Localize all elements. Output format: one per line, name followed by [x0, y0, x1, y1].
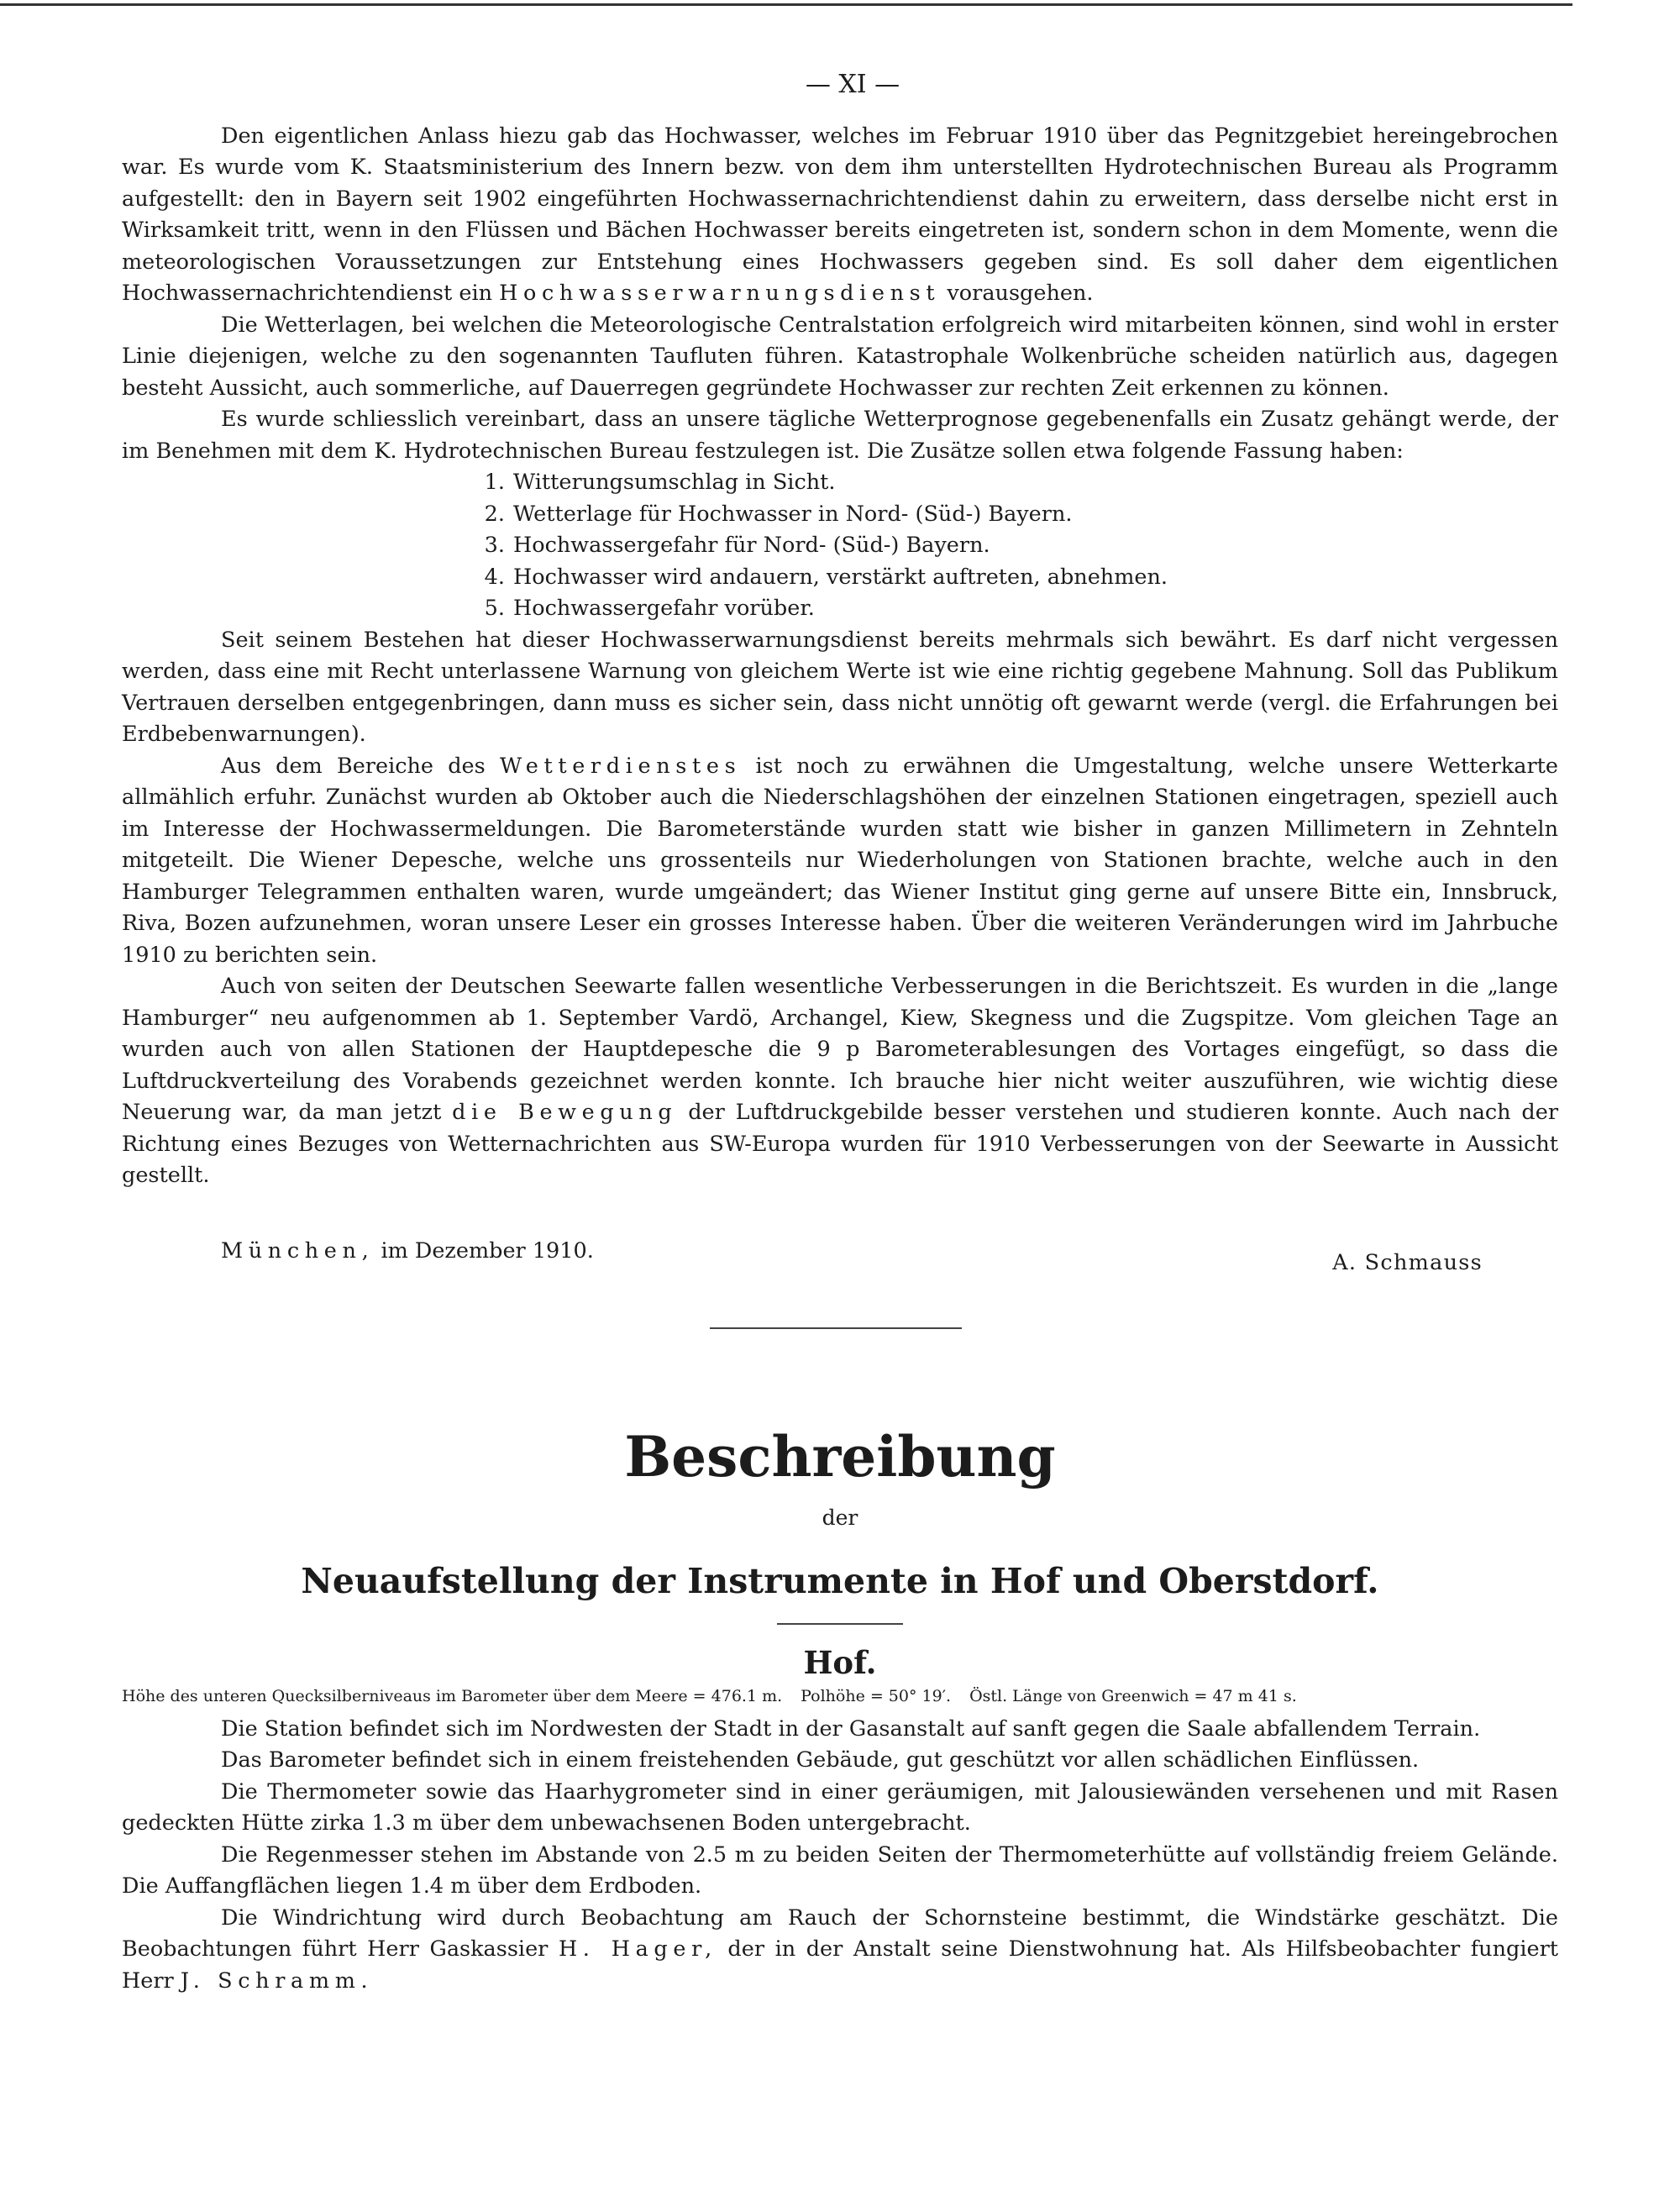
signature-row — [122, 1236, 1558, 1279]
list-item — [475, 530, 1558, 562]
paragraph-seewarte-start: Auch von seiten der Deutschen Seewarte fallen wesentliche Verbesserungen in die Berichtszeit. Es wurden in die „lange Hamburger“ neu aufgenommen ab 1. September Vardö, Archangel, Kiew, Skegness und die Zugspitze. Vom gleichen Tage an wurden auch von allen Stationen der Hauptdepesche die 9 p Barometerablesungen des Vortages eingefügt, so dass die Luftdruckverteilung des Vorabends gezeichnet werden konnte. Ich brauche hier nicht weiter auszuführen, wie wichtig diese Neuerung war, da man jetzt — [122, 974, 1558, 1125]
signature-place-date — [221, 1236, 594, 1279]
paragraph-regenmesser: Die Regenmesser stehen im Abstande von 2.5 m zu beiden Seiten der Thermometerhütte auf vollständig freiem Gelände. Die Auffangflächen liegen 1.4 m über dem Erdboden. — [122, 1842, 1558, 1899]
paragraph-thermometer: Die Thermometer sowie das Haarhygrometer sind in einer geräumigen, mit Jalousiewänden versehenen und mit Rasen gedeckten Hütte zirka 1.3 m über dem unbewachsenen Boden untergebracht. — [122, 1779, 1558, 1836]
signature-place: München, — [221, 1237, 375, 1264]
meta-height: Höhe des unteren Quecksilberniveaus im Barometer über dem Meere = 476.1 m. — [122, 1686, 783, 1705]
spaced-term-warnungsdienst: Hochwasserwarnungsdienst — [499, 281, 941, 306]
paragraph-barometer: Das Barometer befindet sich in einem freistehenden Gebäude, gut geschützt vor allen schädlichen Einflüssen. — [221, 1747, 1420, 1773]
list-item — [475, 499, 1558, 531]
observer-name-hager: H. Hager, — [558, 1936, 717, 1962]
paragraph-anlass — [122, 121, 1558, 310]
paragraph-windrichtung-mid: der in der Anstalt seine Dienstwohnung hat. Als Hilfsbeobachter fungiert Herr — [122, 1936, 1559, 1994]
top-border-rule — [0, 3, 1572, 6]
page-number: — XI — — [805, 70, 900, 99]
list-item-number: 5. — [484, 596, 505, 621]
list-item-number: 1. — [484, 470, 505, 495]
document-page — [122, 69, 1558, 1997]
section-title-hof: Hof. — [803, 1643, 877, 1681]
paragraph-wetterdienst-start: Aus dem Bereiche des — [221, 753, 486, 779]
observer-name-schramm: J. Schramm. — [180, 1968, 374, 1994]
list-item — [475, 467, 1558, 499]
paragraph-anlass-text: Den eigentlichen Anlass hiezu gab das Hochwasser, welches im Februar 1910 über das Pegnitzgebiet hereingebrochen war. Es wurde vom K. Staatsministerium des Innern bezw. von dem ihm unterstellten Hydrotechnischen Bureau als Programm aufgestellt: den in Bayern seit 1902 eingeführten Hochwassernachrichtendienst dahin zu erweitern, dass derselbe nicht erst in Wirksamkeit tritt, wenn in den Flüssen und Bächen Hochwasser bereits eingetreten ist, sondern schon in dem Momente, wenn die meteorologischen Voraussetzungen zur Entstehung eines Hochwassers gegeben sind. Es soll daher dem eigentlichen Hochwassernachrichtendienst ein — [122, 123, 1558, 306]
heading-der: der — [822, 1505, 858, 1530]
list-item-text: Wetterlage für Hochwasser in Nord- (Süd-) Bayern. — [513, 501, 1073, 527]
paragraph-windrichtung-start: Die Windrichtung wird durch Beobachtung am Rauch der Schornsteine bestimmt, die Windstärke geschätzt. Die Beobachtungen führt Herr Gaskassier — [122, 1905, 1558, 1962]
heading-beschreibung: Beschreibung — [624, 1424, 1056, 1490]
paragraph-seewarte — [122, 971, 1558, 1192]
list-item-text: Hochwasser wird andauern, verstärkt auftreten, abnehmen. — [513, 564, 1168, 590]
subheading-neuaufstellung: Neuaufstellung der Instrumente in Hof und Oberstdorf. — [301, 1560, 1379, 1601]
paragraph-anlass-end: vorausgehen. — [947, 281, 1094, 306]
list-item-text: Hochwassergefahr für Nord- (Süd-) Bayern. — [513, 533, 990, 558]
hof-section — [122, 1714, 1558, 1998]
spaced-term-wetterdienstes: Wetterdienstes — [499, 753, 742, 779]
paragraph-wetterdienst-rest: ist noch zu erwähnen die Umgestaltung, welche unsere Wetterkarte allmählich erfuhr. Zunächst wurden ab Oktober auch die Niederschlagshöhen der einzelnen Stationen eingetragen, speziell auch im Interesse der Hochwassermeldungen. Die Barometerstände wurden statt wie bisher in ganzen Millimetern in Zehnteln mitgeteilt. Die Wiener Depesche, welche uns grossenteils nur Wiederholungen von Stationen brachte, welche auch in den Hamburger Telegrammen enthalten waren, wurde umgeändert; das Wiener Institut ging gerne auf unsere Bitte ein, Innsbruck, Riva, Bozen aufzunehmen, woran unsere Leser ein grosses Interesse haben. Über die weiteren Veränderungen wird im Jahrbuche 1910 zu berichten sein. — [122, 753, 1558, 968]
subheading-divider — [777, 1623, 903, 1625]
list-item — [475, 562, 1558, 594]
spaced-term-bewegung: die Bewegung — [452, 1100, 678, 1125]
list-item — [475, 593, 1558, 625]
signature-author: A. Schmauss — [1332, 1249, 1483, 1275]
list-item-text: Witterungsumschlag in Sicht. — [513, 470, 836, 495]
paragraph-station-lage: Die Station befindet sich im Nordwesten der Stadt in der Gasanstalt auf sanft gegen die Saale abfallendem Terrain. — [221, 1715, 1481, 1742]
paragraph-wetterdienst — [122, 751, 1558, 972]
paragraph-windrichtung — [122, 1903, 1558, 1998]
paragraph-seewarte-rest: der Luftdruckgebilde besser verstehen und studieren konnte. Auch nach der Richtung eines Bezuges von Wetternachrichten aus SW-Europa wurden für 1910 Verbesserungen von der Seewarte in Aussicht gestellt. — [122, 1100, 1559, 1188]
list-item-text: Hochwassergefahr vorüber. — [513, 596, 815, 621]
signature-date: im Dezember 1910. — [381, 1237, 594, 1264]
list-item-number: 4. — [484, 564, 505, 590]
station-meta — [122, 1684, 1558, 1709]
list-item-number: 2. — [484, 501, 505, 527]
paragraph-wetterlagen: Die Wetterlagen, bei welchen die Meteorologische Centralstation erfolgreich wird mitarbeiten können, sind wohl in erster Linie diejenigen, welche zu den sogenannten Taufluten führen. Katastrophale Wolkenbrüche scheiden natürlich aus, dagegen besteht Aussicht, auch sommerliche, auf Dauerregen gegründete Hochwasser zur rechten Zeit erkennen zu können. — [122, 312, 1558, 401]
meta-latitude: Polhöhe = 50° 19′. — [801, 1686, 952, 1705]
paragraph-bewaehrt: Seit seinem Bestehen hat dieser Hochwasserwarnungsdienst bereits mehrmals sich bewährt. Es darf nicht vergessen werden, dass eine mit Recht unterlassene Warnung von gleichem Werte ist wie eine richtig gegebene Mahnung. Soll das Publikum Vertrauen derselben entgegenbringen, dann muss es sicher sein, dass nicht unnötig oft gewarnt werde (vergl. die Erfahrungen bei Erdbebenwarnungen). — [122, 627, 1558, 747]
meta-longitude: Östl. Länge von Greenwich = 47 m 41 s. — [969, 1686, 1297, 1705]
list-item-number: 3. — [484, 533, 505, 558]
section-divider — [710, 1327, 962, 1329]
paragraph-vereinbarung: Es wurde schliesslich vereinbart, dass an unsere tägliche Wetterprognose gegebenenfalls ein Zusatz gehängt werde, der im Benehmen mit dem K. Hydrotechnischen Bureau festzulegen ist. Die Zusätze sollen etwa folgende Fassung haben: — [122, 407, 1558, 464]
zusatz-list — [475, 467, 1558, 625]
